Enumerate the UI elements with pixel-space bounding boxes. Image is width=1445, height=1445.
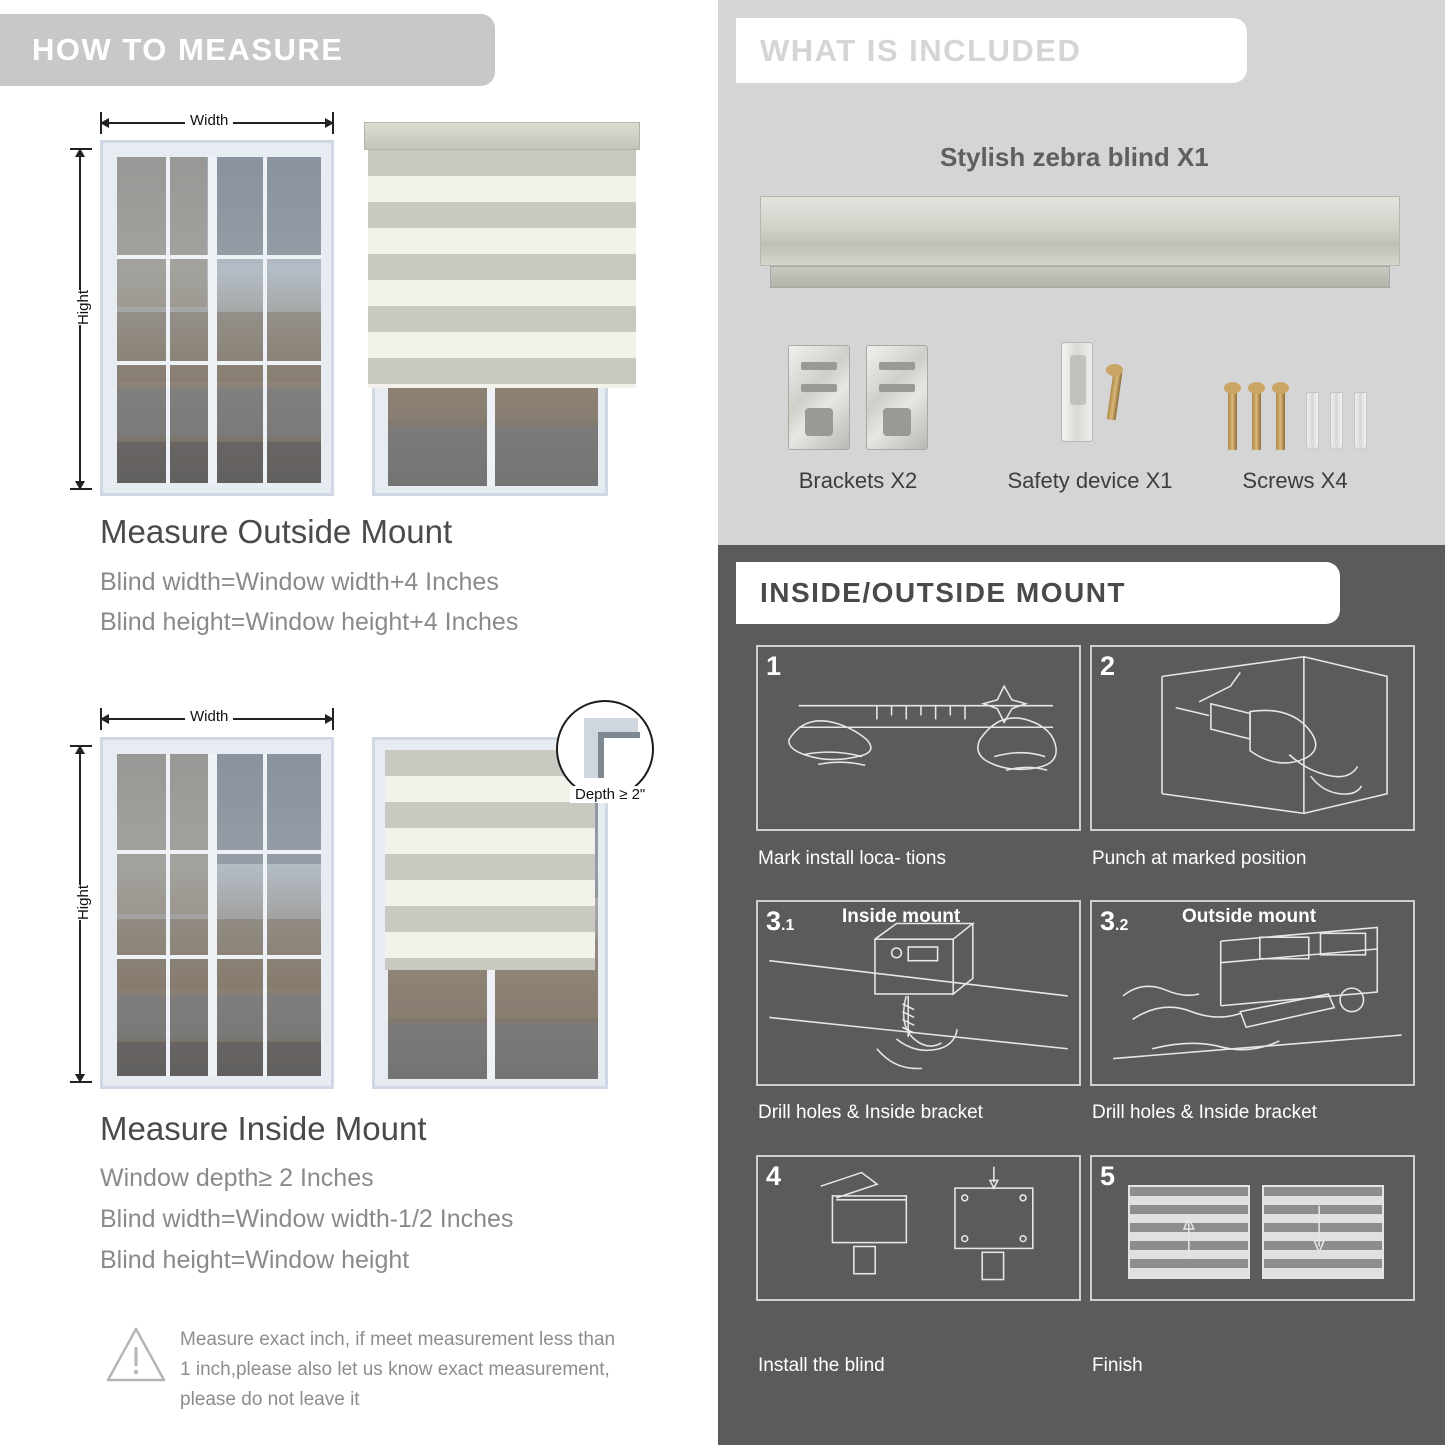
screw-1 bbox=[1228, 390, 1237, 450]
inside-width-tick-left bbox=[100, 708, 102, 730]
outside-width-tick-right bbox=[332, 112, 334, 134]
screw-head-2 bbox=[1248, 382, 1265, 394]
step-5-caption: Finish bbox=[1092, 1355, 1143, 1376]
step-3-1-inline-label: Inside mount bbox=[842, 906, 961, 927]
how-to-measure-banner bbox=[0, 14, 495, 86]
step-4-caption: Install the blind bbox=[758, 1355, 885, 1376]
inside-width-label: Width bbox=[185, 708, 233, 725]
inside-mount-line-3: Blind height=Window height bbox=[100, 1246, 410, 1274]
step-3-1-sketch bbox=[758, 902, 1079, 1084]
outside-width-label: Width bbox=[185, 112, 233, 129]
screw-head-1 bbox=[1224, 382, 1241, 394]
how-to-measure-panel bbox=[0, 0, 712, 1445]
inside-height-tick-top bbox=[70, 745, 92, 747]
inside-width-tick-right bbox=[332, 708, 334, 730]
step-5-illustration bbox=[1090, 1155, 1415, 1301]
outside-mount-heading: Measure Outside Mount bbox=[100, 513, 453, 550]
step-5-number: 5 bbox=[1100, 1161, 1116, 1191]
depth-label: Depth ≥ 2" bbox=[570, 786, 650, 803]
inside-mount-line-1: Window depth≥ 2 Inches bbox=[100, 1164, 374, 1192]
step-3-1-number: 3.1 bbox=[766, 906, 795, 936]
bracket-left bbox=[788, 345, 850, 450]
window-glass bbox=[117, 157, 321, 483]
inside-height-label: Hight bbox=[70, 885, 97, 920]
screw-head-3 bbox=[1272, 382, 1289, 394]
step-3-2-inline-label: Outside mount bbox=[1182, 906, 1317, 927]
part-label-brackets: Brackets X2 bbox=[798, 468, 918, 493]
step-3-1-illustration bbox=[756, 900, 1081, 1086]
step-1-caption: Mark install loca- tions bbox=[758, 848, 946, 869]
step-4-sketch bbox=[758, 1157, 1079, 1299]
screw-3 bbox=[1276, 390, 1285, 450]
inside-outside-mount-banner bbox=[736, 562, 1340, 624]
inside-window-illustration bbox=[100, 737, 334, 1089]
step-3-2-number: 3.2 bbox=[1100, 906, 1129, 936]
inside-outside-mount-title: INSIDE/OUTSIDE MOUNT bbox=[760, 577, 1127, 608]
step-2-illustration bbox=[1090, 645, 1415, 831]
how-to-measure-title: HOW TO MEASURE bbox=[32, 32, 344, 67]
step-1-number: 1 bbox=[766, 651, 782, 681]
wall-anchor-2 bbox=[1330, 392, 1343, 450]
wall-anchor-3 bbox=[1354, 392, 1367, 450]
zebra-blind-bottom-lip bbox=[770, 266, 1390, 288]
outside-height-tick-top bbox=[70, 148, 92, 150]
bracket-right bbox=[866, 345, 928, 450]
step-1-sketch bbox=[758, 647, 1079, 829]
step-3-2-sketch bbox=[1092, 902, 1413, 1084]
inside-blind-shade bbox=[385, 750, 595, 970]
outside-height-tick-bottom bbox=[70, 488, 92, 490]
step-4-number: 4 bbox=[766, 1161, 782, 1191]
step-3-1-caption: Drill holes & Inside bracket bbox=[758, 1102, 983, 1123]
product-title: Stylish zebra blind X1 bbox=[940, 142, 1209, 172]
what-is-included-title: WHAT IS INCLUDED bbox=[760, 32, 1082, 68]
step-2-number: 2 bbox=[1100, 651, 1116, 681]
safety-device bbox=[1061, 342, 1093, 442]
outside-mount-line-1: Blind width=Window width+4 Inches bbox=[100, 568, 499, 596]
step-4-illustration bbox=[756, 1155, 1081, 1301]
outside-mount-line-2: Blind height=Window height+4 Inches bbox=[100, 608, 519, 636]
outside-width-tick-left bbox=[100, 112, 102, 134]
what-is-included-banner bbox=[736, 18, 1247, 83]
step-3-2-caption: Drill holes & Inside bracket bbox=[1092, 1102, 1317, 1123]
inside-height-tick-bottom bbox=[70, 1081, 92, 1083]
inside-mount-heading: Measure Inside Mount bbox=[100, 1110, 427, 1147]
screw-2 bbox=[1252, 390, 1261, 450]
step-2-caption: Punch at marked position bbox=[1092, 848, 1307, 869]
outside-blind-shade bbox=[368, 150, 636, 388]
outside-blind-headrail bbox=[364, 122, 640, 150]
wall-anchor-1 bbox=[1306, 392, 1319, 450]
step-5-arrows bbox=[1092, 1157, 1413, 1299]
outside-window-illustration bbox=[100, 140, 334, 496]
depth-callout-circle bbox=[556, 700, 654, 798]
inside-mount-line-2: Blind width=Window width-1/2 Inches bbox=[100, 1205, 514, 1233]
outside-height-label: Hight bbox=[70, 290, 97, 325]
measure-note: Measure exact inch, if meet measurement less than 1 inch,please also let us know exact measurement, please do not leave it bbox=[180, 1329, 616, 1410]
part-label-safety-device: Safety device X1 bbox=[1007, 468, 1173, 493]
warning-triangle-icon bbox=[105, 1325, 167, 1385]
step-3-2-illustration bbox=[1090, 900, 1415, 1086]
step-2-sketch bbox=[1092, 647, 1413, 829]
zebra-blind-headrail bbox=[760, 196, 1400, 266]
step-1-illustration bbox=[756, 645, 1081, 831]
safety-screw-head bbox=[1106, 364, 1123, 376]
part-label-screws: Screws X4 bbox=[1242, 468, 1348, 493]
